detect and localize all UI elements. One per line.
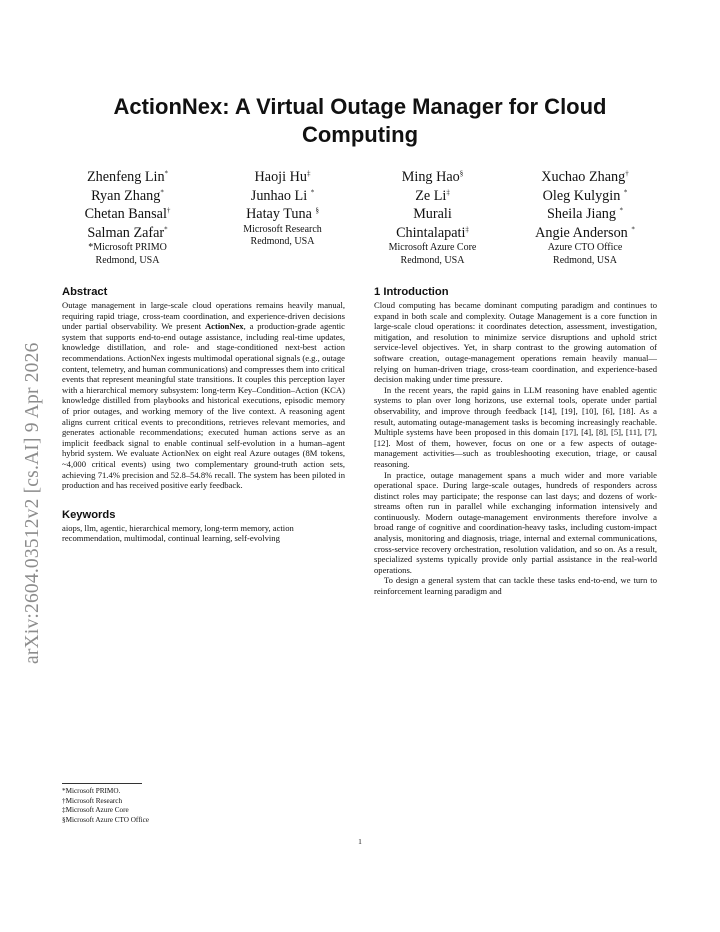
arxiv-stamp: arXiv:2604.03512v2 [cs.AI] 9 Apr 2026 — [22, 342, 43, 664]
author-name: Haoji Hu‡ — [254, 169, 311, 185]
author-column — [510, 168, 660, 267]
keywords-text: aiops, llm, agentic, hierarchical memory, long-term memory, action recommendation, multimodal, continual learning, self-evolving — [62, 522, 294, 544]
author-name: Chintalapati‡ — [396, 224, 469, 241]
abstract-heading: Abstract — [62, 286, 108, 298]
author-column — [215, 168, 350, 249]
footnotes — [62, 783, 345, 825]
author-affiliation: Redmond, USA — [400, 254, 465, 266]
author-name: Junhao Li * — [250, 187, 315, 204]
intro-paragraph: In the recent years, the rapid gains in LLM reasoning have enabled agentic systems to plan over long horizons, use external tools, operate under partial observability, and improve through feedback [14], [19], [10], [6], [18]. As a result, automating outage-management tasks is becoming increasingly reachable. Multiple systems have been proposed in this domain [17], [4], [8], [5], [11], [7], [12]. Most of them, however, focus on one or a few aspects of outage-management activities—such as troubleshooting execution, triage, or causal reasoning. — [374, 384, 657, 469]
system-name: ActionNex — [204, 321, 244, 332]
page-number: 1 — [358, 837, 362, 846]
author-name: Ze Li‡ — [415, 187, 450, 204]
author-name: Murali — [413, 206, 452, 222]
intro-paragraph: In practice, outage management spans a much wider and more variable operational space. During large-scale outages, hundreds of responders across distinct roles may participate; the response can last days; and dozens of work-streams often run in parallel while exchanging information intensively and continuously. Modern outage-management environments therefore involve a broad range of cognitive and coordination-heavy tasks, including custom-impact analysis, monitoring and diagnosis, triage, internal and external communications, cross-service recovery orchestration, resolution validation, and so on. As a result, specialized systems typically provide only partial assistance in the real-world operations. — [374, 469, 657, 575]
author-name: Angie Anderson * — [535, 224, 635, 241]
footnote: §Microsoft Azure CTO Office — [62, 815, 149, 824]
author-name: Salman Zafar* — [87, 224, 168, 241]
affiliation-marker: * — [631, 224, 635, 233]
affiliation-marker: ‡ — [306, 169, 311, 178]
author-name: Sheila Jiang * — [546, 206, 623, 222]
author-name: Xuchao Zhang† — [541, 169, 629, 185]
author-name: Oleg Kulygin * — [542, 187, 628, 204]
author-column — [365, 168, 500, 267]
affiliation-marker: ‡ — [446, 187, 450, 196]
affiliation-marker: * — [164, 224, 168, 233]
footnote-rule — [62, 783, 142, 784]
intro-paragraph: Cloud computing has became dominant computing paradigm and continues to expand in both scale and complexity. Outage Management is a core function in large-scale cloud operations: it coordinates detection, assessment, investigation, mitigation, and resolution to minimize service disruptions and uphold strict service-level objectives. Yet, in sharp contrast to the growing automation of software creation, outage-management operations remain heavily manual—relying on human-driven triage, cross-team coordination, and experience-based decision making under time pressure. — [374, 300, 657, 385]
right-column — [374, 285, 657, 597]
abstract-text: Outage management in large-scale cloud operations remains heavily manual, requiring rapid triage, cross-team coordination, and experience-driven decisions under partial observability. We present ActionNex, a production-grade agentic system that supports end-to-end outage assistance, including real-time updates, knowledge distillation, and role- and stage-conditioned next-best action recommendations. ActionNex ingests multimodal operational signals (e.g., outage content, telemetry, and human communications) and compresses them into critical events that represent meaningful state transitions. It couples this perception layer with a hierarchical memory subsystem: long-term Key–Condition–Action (KCA) knowledge distilled from playbooks and historical executions, episodic memory of prior outages, and working memory of the live context. A reasoning agent aligns current critical events to preconditions, retrieves relevant memories, and generates actionable recommendations; executed human actions serve as an implicit feedback signal to enable continual self-evolution in a human–agent hybrid system. We evaluate ActionNex on eight real Azure outages (8M tokens, ~4,000 critical events) using two complementary ground-truth action sets, achieving 71.4% precision and 52.8–54.8% recall. The system has been piloted in production and has received positive early feedback. — [62, 300, 345, 491]
introduction-heading: 1 Introduction — [374, 286, 449, 298]
footnote: *Microsoft PRIMO. — [62, 787, 121, 795]
affiliation-marker: † — [166, 206, 171, 215]
paper-title: ActionNex: A Virtual Outage Manager for Cloud Computing — [113, 94, 607, 147]
affiliation-marker: * — [619, 206, 623, 215]
author-affiliation: Microsoft Research — [243, 223, 322, 235]
author-affiliation: Redmond, USA — [95, 254, 160, 266]
footnote: ‡Microsoft Azure Core — [62, 806, 129, 815]
affiliation-marker: * — [310, 187, 315, 196]
keywords-heading: Keywords — [62, 508, 116, 521]
author-affiliation: *Microsoft PRIMO — [88, 242, 167, 253]
author-affiliation: Redmond, USA — [250, 236, 315, 247]
author-column — [60, 168, 195, 267]
author-affiliation: Azure CTO Office — [547, 242, 623, 253]
affiliation-marker: § — [315, 206, 319, 215]
author-name: Zhenfeng Lin* — [86, 169, 169, 185]
author-name: Ryan Zhang* — [91, 187, 164, 204]
author-affiliation: Redmond, USA — [553, 254, 617, 266]
affiliation-marker: ‡ — [465, 224, 469, 233]
author-name: Chetan Bansal† — [84, 206, 171, 222]
author-affiliation: Microsoft Azure Core — [388, 242, 477, 253]
footnote: †Microsoft Research — [62, 796, 123, 805]
affiliation-marker: § — [459, 169, 464, 178]
author-name: Ming Hao§ — [401, 169, 464, 185]
affiliation-marker: * — [160, 187, 164, 196]
intro-paragraph: To design a general system that can tackle these tasks end-to-end, we turn to reinforcement learning paradigm and — [374, 575, 657, 597]
author-block — [60, 168, 660, 278]
affiliation-marker: * — [623, 187, 628, 196]
affiliation-marker: † — [625, 169, 629, 178]
left-column — [62, 285, 345, 544]
author-name: Hatay Tuna § — [246, 206, 319, 222]
affiliation-marker: * — [164, 169, 169, 178]
